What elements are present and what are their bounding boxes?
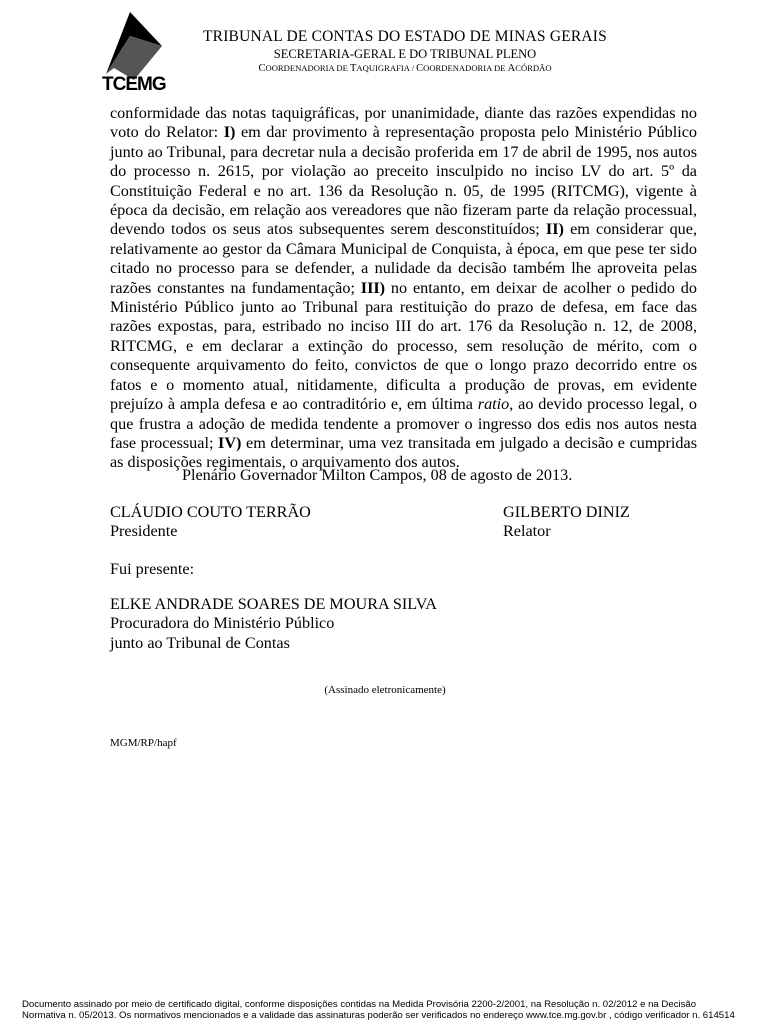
item-marker: I) bbox=[223, 123, 236, 142]
signer-role: Presidente bbox=[110, 522, 178, 541]
item-marker: II) bbox=[545, 220, 564, 239]
signature-prosecutor bbox=[110, 595, 437, 653]
logo-text: TCEMG bbox=[102, 74, 166, 94]
footer-line: Normativa n. 05/2013. Os normativos mencionados e a validade das assinaturas poderão ser verificados no endereço www.tce.mg.gov.br , código verificador n. 614514 bbox=[22, 1010, 735, 1022]
coordination-line: COORDENADORIA DE TAQUIGRAFIA / COORDENADORIA DE ACÓRDÃO bbox=[258, 63, 552, 74]
decision-paragraph: conformidade das notas taquigráficas, por unanimidade, diante das razões expendidas no voto do Relator: I) em dar provimento à representação proposta pelo Ministério Público junto ao Tribunal, para decretar nula a decisão proferida em 17 de abril de 1995, nos autos do processo n. 2615, por violação ao preceito insculpido no inciso LV do art. 5º da Constituição Federal e no art. 136 da Resolução n. 05, de 1995 (RITCMG), vigente à época da decisão, em relação aos vereadores que não fizeram parte da relação processual, devendo todos os seus atos subsequentes serem desconstituídos; II) em considerar que, relativamente ao gestor da Câmara Municipal de Conquista, à época, em que pese ter sido citado no processo para se defender, a nulidade da decisão também lhe aproveita pelas razões constantes na fundamentação; III) no entanto, em deixar de acolher o pedido do Ministério Público junto ao Tribunal para restituição do prazo de defesa, em face das razões expostas, para, estribado no inciso III do art. 176 da Resolução n. 12, de 2008, RITCMG, e em declarar a extinção do processo, sem resolução de mérito, com o consequente arquivamento do feito, convictos de que o longo prazo decorrido entre os fatos e o momento atual, nitidamente, dificulta a produção de provas, em evidente prejuízo à ampla defesa e ao contraditório e, em última ratio, ao devido processo legal, o que frustra a adoção de medida tendente a promover o ingresso dos edis nos autos nesta fase processual; IV) em determinar, uma vez transitada em julgado a decisão e cumpridas as disposições regimentais, o arquivamento dos autos. bbox=[110, 104, 698, 472]
signer-role: Procuradora do Ministério Público bbox=[110, 614, 335, 633]
item-marker: III) bbox=[360, 278, 386, 297]
signature-president bbox=[110, 503, 311, 542]
place-date-line: Plenário Governador Milton Campos, 08 de agosto de 2013. bbox=[182, 466, 573, 484]
item-marker: IV) bbox=[218, 433, 242, 452]
signer-name: CLÁUDIO COUTO TERRÃO bbox=[110, 503, 311, 521]
signature-rapporteur bbox=[503, 503, 630, 542]
digital-signature-footer bbox=[22, 999, 770, 1022]
italic-term: ratio bbox=[477, 395, 510, 414]
department-subtitle: SECRETARIA-GERAL E DO TRIBUNAL PLENO bbox=[273, 47, 537, 61]
signer-name: ELKE ANDRADE SOARES DE MOURA SILVA bbox=[110, 595, 437, 613]
document-initials: MGM/RP/hapf bbox=[110, 737, 177, 749]
signer-role: junto ao Tribunal de Contas bbox=[110, 633, 290, 652]
signer-role: Relator bbox=[503, 522, 551, 541]
institution-title: TRIBUNAL DE CONTAS DO ESTADO DE MINAS GERAIS bbox=[202, 28, 607, 45]
tcemg-logo bbox=[100, 10, 172, 94]
electronic-signature-note: (Assinado eletronicamente) bbox=[324, 684, 446, 696]
decision-text bbox=[110, 104, 697, 473]
footer-line: Documento assinado por meio de certificado digital, conforme disposições contidas na Medida Provisória 2200-2/2001, na Resolução n. 02/2012 e na Decisão bbox=[22, 999, 697, 1010]
fui-presente-label: Fui presente: bbox=[110, 560, 195, 578]
signer-name: GILBERTO DINIZ bbox=[503, 503, 630, 521]
